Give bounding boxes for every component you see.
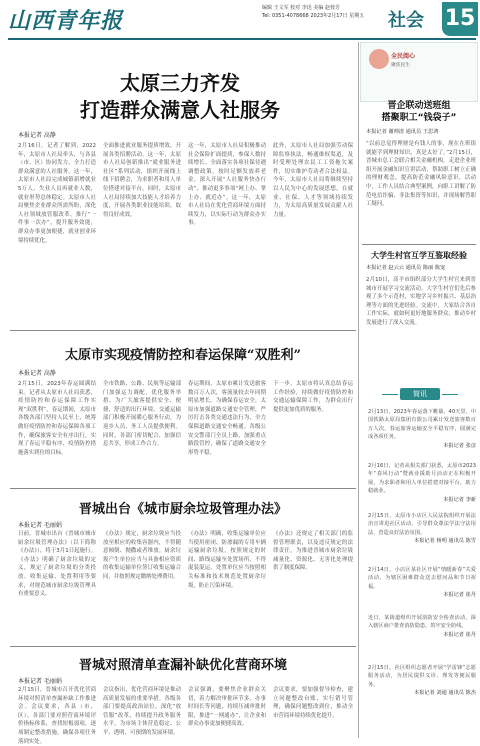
banner-tag: 全民阅心	[391, 53, 416, 60]
article2-col3: 春运期间，太原市累计发送旅客数百万人次，客流量较去年同期明显增长。为确保春运安全，太原市加强道路交通安全管理，严厉打击各类交通违法行为，全力保障道路交通安全畅通。各级公安交警部门全员上路，加强重点路段管控，确保了道路交通安全形势平稳。	[188, 381, 266, 456]
brief-text: 2月15日，社区组织志愿者开展“学雷锋”志愿服务活动，为居民提供义诊、理发等便民服务。	[368, 665, 476, 688]
article3-byline: 本报记者 毛丽娟	[18, 522, 62, 529]
briefs-banner	[382, 388, 458, 402]
article4-col2: 会议指出，优化营商环境是推动高质量发展的重要举措。各级各部门要提高政治站位，深化“放管服”改革，持续提升政务服务水平，为市场主体营造稳定、公平、透明、可预期的发展环境。	[103, 687, 181, 736]
editor-credits: 编辑 王文军 校对 李迅 美编 赵蓉芳	[262, 5, 340, 11]
article3-col1: 日前，晋城市出台《晋城市城市厨余垃圾管理办法》（以下简称《办法》），将于3月1日起施行。《办法》明确了厨余垃圾的定义，规定了厨余垃圾的分类投放、收集运输、处置利用等要求，对规范城市厨余垃圾管理具有重要意义。	[18, 531, 96, 598]
brief-text: 2月14日，小店区某社区开展“情暖新春”关爱活动，为辖区困难群众送去慰问品和节日祝福。	[368, 567, 476, 590]
divider-1	[10, 330, 356, 331]
brief-byline: 本报记者 李新	[443, 496, 476, 503]
article4-col3: 会议强调，要聚焦企业群众关切，着力解决审批环节多、办事时间长等问题，持续压减审批时限，推进“一网通办”，让企业和群众办事更加便捷高效。	[188, 687, 266, 728]
article3-col2: 《办法》规定，厨余垃圾应当投放至相应的收集容器内，不得随意倾倒、抛撒或者堆放。厨余垃圾产生单位应当与具备相应资质的收集运输单位签订收集运输合同，并按照规定缴纳处理费用。	[103, 531, 181, 580]
sidebar-story1-headline-line2: 搭聚职工“钱袋子”	[381, 113, 457, 123]
article1-byline: 本报记者 高静	[18, 132, 56, 139]
briefs-title: 简讯	[400, 388, 440, 400]
article1-col3: 这一年，太原市人社局积极推动社会保险扩面提质，参保人数持续增长。全面落实各项社保待遇调整政策，按时足额发放养老金。深入开展“人社服务快办行动”，推动更多事项“网上办、掌上办、就近办”。这一年，太原市人社局在优化营商环境方面持续发力，以实际行动为群众办实事。	[188, 143, 266, 227]
article4-col4: 会议要求，要加强督导检查，建立问题整改台账，实行销号管理，确保问题整改到位，推动全市营商环境持续优化提升。	[273, 687, 353, 719]
divider-2	[10, 488, 356, 489]
brief-byline: 本报记者 张彦	[443, 442, 476, 449]
brief-text: 2月13日，2023年春运落下帷幕。40天里，中国铁路太原局集团有限公司累计发送旅客数百万人次，春运旅客运输安全平稳有序，圆满完成各项任务。	[368, 409, 476, 441]
article2-col2: 全市铁路、公路、民航等运输部门加强运力调配，优化服务举措，为广大旅客提供安全、便捷、舒适的出行环境。交通运输部门积极开展暖心服务行动，为返乡人员、务工人员提供便利。同时，各部门密切配合，加强信息共享，形成工作合力。	[103, 381, 181, 448]
article4-headline: 晋城对照清单查漏补缺优化营商环境	[78, 658, 287, 673]
page-number: 15	[442, 2, 478, 36]
brief-item	[368, 566, 476, 612]
article2-headline: 太原市实现疫情防控和春运保障“双胜利”	[65, 348, 301, 363]
sidebar-story2-byline: 本报记者 赵云云 通讯员 陈丽 陈宠	[366, 265, 446, 271]
brief-item	[368, 408, 476, 460]
brief-byline: 本报记者 崔丹	[443, 631, 476, 638]
sidebar-banner	[360, 42, 478, 102]
sidebar-story2-headline: 大学生村官互学互鉴取经验	[371, 251, 467, 260]
brief-text: 近日，某街道组织开展消防安全检查活动，深入辖区商户排查消防隐患，筑牢安全防线。	[368, 615, 476, 630]
sidebar-story1-headline-line1: 晋企联动送班组	[387, 101, 451, 111]
masthead-meta	[262, 4, 382, 20]
article4-col1: 2月15日，晋城市召开优化营商环境对照清单查漏补缺工作推进会。会议要求，各县（市、区）、各部门要对照营商环境评价指标体系，查找短板弱项，逐项制定整改措施，确保各项任务落到实处。	[18, 687, 96, 745]
article4-byline: 本报记者 毛丽娟	[18, 678, 62, 685]
contact-date: Tel: 0351-4078668 2023年2月17日 星期五	[262, 13, 365, 19]
banner-subtag: 聚焦民生	[391, 63, 411, 68]
brief-item	[368, 512, 476, 564]
newspaper-logo: 山西青年报	[8, 8, 124, 34]
brief-item	[368, 614, 476, 662]
divider-3	[10, 646, 356, 647]
article1-headline	[60, 70, 300, 124]
briefs-line-left	[382, 394, 398, 395]
briefs-line-right	[442, 394, 458, 395]
banner-flower-icon	[369, 49, 389, 69]
article2-col1: 2月15日，2023年春运圆满结束。记者从太原市人社局获悉，疫情防控和春运保障工作实现“双胜利”。春运期间，太原市各级各部门坚持人民至上，统筹做好疫情防控和春运保障各项工作，确保旅客安全有序出行，实现了春运平稳有序、疫情防控措施落实到位的目标。	[18, 381, 96, 456]
brief-item	[368, 664, 476, 734]
article1-headline-line1: 太原三力齐发	[120, 71, 240, 95]
sidebar-divider	[358, 42, 359, 738]
brief-byline: 本报记者 崔丹	[443, 592, 476, 599]
brief-text: 2月15日，太原市小店区人民法院组织开展法治宣讲进社区活动，引导群众尊法学法守法用法，营造良好法治氛围。	[368, 513, 476, 536]
masthead	[0, 0, 480, 44]
article3-headline: 晋城出台《城市厨余垃圾管理办法》	[78, 502, 287, 517]
section-name: 社会	[388, 10, 424, 31]
sidebar-divider-1	[362, 244, 476, 245]
sidebar-story1-text: “以前总觉得理财是有钱人的事，现在在班组就能学到理财知识，真是太好了。”2月15日，晋城市总工会联合相关金融机构，走进企业班组开展金融知识宣讲活动，帮助职工树立正确的理财观念，提高防范金融风险意识。活动中，工作人员结合典型案例，向职工讲解了防范电信诈骗、非法集资等知识，并现场解答职工疑问。	[366, 141, 476, 208]
article2-col4: 下一步，太原市将认真总结春运工作经验，持续做好疫情防控和交通运输保障工作，为群众出行提供更加优质的服务。	[273, 381, 353, 413]
sidebar-story2-text: 2月10日，高平市组织部分大学生村官来到晋城市开展学习交流活动。大学生村官们先后参观了多个示范村，实地学习乡村振兴、基层治理等方面的先进经验。交流中，大家结合各自工作实际，就如何更好地服务群众、推动乡村发展进行了深入交流。	[366, 277, 476, 326]
article1-col2: 全面推进就业服务提质增效，开展各类招聘活动。这一年，太原市人社局创新推出“就业服务进社区”系列活动，组织开展线上线下招聘会，为求职者和用人单位搭建对接平台。同时，太原市人社局持续加大技能人才培养力度，开展各类职业技能培训，取得良好成效。	[103, 143, 181, 218]
brief-byline: 本报记者 杨明 通讯员 陈雪	[413, 538, 476, 545]
brief-byline: 本报记者 刘通 通讯员 陈杰	[413, 690, 476, 697]
sidebar-story1-headline	[360, 100, 478, 124]
brief-item	[368, 462, 476, 510]
masthead-rule	[8, 38, 476, 40]
article2-byline: 本报记者 高静	[18, 370, 56, 377]
article3-col4: 《办法》还规定了相关部门的监督管理职责，以及违反规定的法律责任，为推进晋城市厨余垃圾减量化、资源化、无害化处理提供了制度保障。	[273, 531, 353, 572]
brief-text: 2月16日，记者从相关部门获悉，太原市2023年“春风行动”暨就业援助月活动正在积极开展，为求职者和用人单位搭建对接平台，助力稳就业。	[368, 463, 476, 495]
article1-headline-line2: 打造群众满意人社服务	[80, 98, 280, 122]
section-header	[388, 2, 478, 36]
article1-col1: 2月16日，记者了解到，2022年，太原市人社局牵头，与各县（市、区）协同发力，全力打造群众满意的人社服务。这一年，太原市人社局完成城镇新增就业5万人、失业人员再就业人数，就业形势总体稳定。太原市人社局聚焦企业群众所需所盼，深化人社领域放管服改革，推行“一件事一次办”，提升服务效能，群众办事更加便捷，就业创业环境持续优化。	[18, 143, 96, 244]
article1-col4: 此外，太原市人社局加强劳动保障监察执法，畅通维权渠道，及时受理处理农民工工资拖欠案件，切实维护劳动者合法权益。今年，太原市人社局将继续坚持以人民为中心的发展思想，在就业、社保、人才等领域持续发力，为太原高质量发展贡献人社力量。	[273, 143, 353, 218]
article3-col3: 《办法》明确，收集运输单位应当使用密闭、防渗漏的专用车辆运输厨余垃圾，按照规定的时间、路线运输至处置场所，不得混装混运。处置单位应当按照相关标准和技术规范处置厨余垃圾，防止污染环境。	[188, 531, 266, 589]
sidebar-story1-byline: 本报记者 谢帅清 通讯员 王思鸿	[366, 129, 439, 135]
